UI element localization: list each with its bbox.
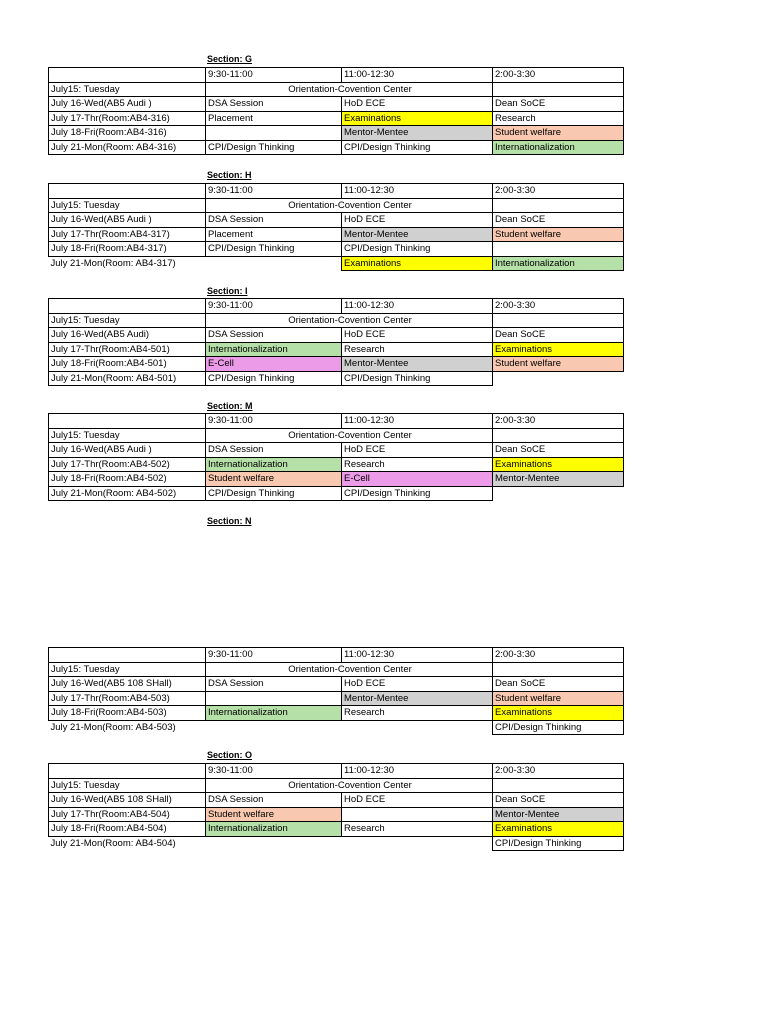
session-cell: Research: [342, 342, 493, 357]
session-cell: Research: [342, 706, 493, 721]
table-row: [49, 486, 624, 501]
table-row: [49, 822, 624, 837]
session-cell: Student welfare: [493, 357, 624, 372]
schedule-table: [48, 413, 624, 501]
header-cell: 2:00-3:30: [493, 68, 624, 83]
table-row: [49, 778, 624, 793]
session-cell: DSA Session: [206, 677, 342, 692]
session-cell: [206, 126, 342, 141]
table-row: [49, 213, 624, 228]
session-cell: CPI/Design Thinking: [206, 242, 342, 257]
orientation-cell: Orientation-Covention Center: [206, 82, 493, 97]
session-cell: DSA Session: [206, 328, 342, 343]
day-cell: July 18-Fri(Room:AB4-502): [49, 472, 206, 487]
day-cell: July 16-Wed(AB5 Audi ): [49, 213, 206, 228]
session-cell: Internationalization: [206, 342, 342, 357]
schedule-table: [48, 67, 624, 155]
session-cell: Internationalization: [206, 457, 342, 472]
header-cell: 2:00-3:30: [493, 299, 624, 314]
session-cell: CPI/Design Thinking: [342, 242, 493, 257]
day-cell: July 17-Thr(Room:AB4-501): [49, 342, 206, 357]
table-row: [49, 371, 624, 386]
table-row: [49, 256, 624, 271]
header-cell: 11:00-12:30: [342, 648, 493, 663]
day-cell: July 18-Fri(Room:AB4-503): [49, 706, 206, 721]
table-row: [49, 807, 624, 822]
table-header-row: [49, 414, 624, 429]
table-row: [49, 198, 624, 213]
section-title: Section: G: [207, 54, 253, 64]
table-row: [49, 720, 624, 735]
table-header-row: [49, 648, 624, 663]
header-cell: 2:00-3:30: [493, 184, 624, 199]
day-cell: July 17-Thr(Room:AB4-317): [49, 227, 206, 242]
session-cell: Examinations: [493, 457, 624, 472]
session-cell: HoD ECE: [342, 213, 493, 228]
table-row: [49, 97, 624, 112]
day-cell: July 21-Mon(Room: AB4-502): [49, 486, 206, 501]
section-title: Section: I: [207, 286, 248, 296]
header-cell: 9:30-11:00: [206, 184, 342, 199]
session-cell: [206, 720, 342, 735]
session-cell: Dean SoCE: [493, 677, 624, 692]
table-row: [49, 313, 624, 328]
header-cell: 11:00-12:30: [342, 184, 493, 199]
header-cell: 2:00-3:30: [493, 648, 624, 663]
header-cell: 11:00-12:30: [342, 414, 493, 429]
session-cell: E-Cell: [342, 472, 493, 487]
day-cell: July 16-Wed(AB5 Audi): [49, 328, 206, 343]
day-cell: July 18-Fri(Room:AB4-317): [49, 242, 206, 257]
session-cell: Dean SoCE: [493, 443, 624, 458]
table-row: [49, 140, 624, 155]
orientation-cell: Orientation-Covention Center: [206, 778, 493, 793]
header-cell: 9:30-11:00: [206, 299, 342, 314]
header-cell: 11:00-12:30: [342, 299, 493, 314]
session-cell: Research: [342, 822, 493, 837]
table-row: [49, 328, 624, 343]
session-cell: Research: [493, 111, 624, 126]
session-cell: [493, 198, 624, 213]
session-cell: Mentor-Mentee: [342, 357, 493, 372]
table-row: [49, 706, 624, 721]
table-row: [49, 443, 624, 458]
section-title: Section: H: [207, 170, 252, 180]
section-title: Section: M: [207, 401, 253, 411]
table-row: [49, 457, 624, 472]
session-cell: DSA Session: [206, 97, 342, 112]
session-cell: CPI/Design Thinking: [493, 720, 624, 735]
day-cell: July15: Tuesday: [49, 82, 206, 97]
table-row: [49, 836, 624, 851]
header-cell: [49, 764, 206, 779]
orientation-cell: Orientation-Covention Center: [206, 662, 493, 677]
header-cell: [49, 648, 206, 663]
day-cell: July 16-Wed(AB5 108 SHall): [49, 793, 206, 808]
session-cell: Dean SoCE: [493, 328, 624, 343]
session-cell: Internationalization: [493, 256, 624, 271]
table-row: [49, 82, 624, 97]
day-cell: July 18-Fri(Room:AB4-504): [49, 822, 206, 837]
orientation-cell: Orientation-Covention Center: [206, 313, 493, 328]
session-cell: [342, 836, 493, 851]
session-cell: [493, 662, 624, 677]
table-header-row: [49, 68, 624, 83]
day-cell: July 16-Wed(AB5 Audi ): [49, 97, 206, 112]
header-cell: 9:30-11:00: [206, 68, 342, 83]
table-row: [49, 793, 624, 808]
table-header-row: [49, 184, 624, 199]
session-cell: Examinations: [493, 342, 624, 357]
header-cell: [49, 414, 206, 429]
session-cell: [493, 242, 624, 257]
session-cell: Internationalization: [206, 822, 342, 837]
day-cell: July15: Tuesday: [49, 198, 206, 213]
session-cell: Dean SoCE: [493, 213, 624, 228]
session-cell: Internationalization: [206, 706, 342, 721]
session-cell: [206, 836, 342, 851]
day-cell: July 18-Fri(Room:AB4-501): [49, 357, 206, 372]
session-cell: Mentor-Mentee: [493, 807, 624, 822]
session-cell: HoD ECE: [342, 97, 493, 112]
table-row: [49, 691, 624, 706]
day-cell: July 17-Thr(Room:AB4-504): [49, 807, 206, 822]
session-cell: HoD ECE: [342, 677, 493, 692]
session-cell: CPI/Design Thinking: [342, 486, 493, 501]
session-cell: CPI/Design Thinking: [206, 140, 342, 155]
session-cell: Placement: [206, 111, 342, 126]
header-cell: 2:00-3:30: [493, 414, 624, 429]
section-title: Section: N: [207, 516, 252, 526]
table-row: [49, 662, 624, 677]
header-cell: 11:00-12:30: [342, 764, 493, 779]
session-cell: CPI/Design Thinking: [206, 371, 342, 386]
session-cell: HoD ECE: [342, 793, 493, 808]
day-cell: July15: Tuesday: [49, 778, 206, 793]
day-cell: July 16-Wed(AB5 108 SHall): [49, 677, 206, 692]
session-cell: DSA Session: [206, 793, 342, 808]
session-cell: Mentor-Mentee: [493, 472, 624, 487]
day-cell: July 21-Mon(Room: AB4-503): [50, 722, 176, 733]
session-cell: Mentor-Mentee: [342, 691, 493, 706]
orientation-cell: Orientation-Covention Center: [206, 428, 493, 443]
session-cell: [493, 428, 624, 443]
session-cell: Internationalization: [493, 140, 624, 155]
session-cell: Dean SoCE: [493, 97, 624, 112]
session-cell: HoD ECE: [342, 443, 493, 458]
day-cell: July15: Tuesday: [49, 313, 206, 328]
session-cell: DSA Session: [206, 443, 342, 458]
schedule-table: [48, 763, 624, 851]
session-cell: Examinations: [342, 256, 493, 271]
header-cell: 2:00-3:30: [493, 764, 624, 779]
day-cell: July 21-Mon(Room: AB4-317): [50, 258, 176, 269]
orientation-cell: Orientation-Covention Center: [206, 198, 493, 213]
session-cell: DSA Session: [206, 213, 342, 228]
session-cell: Examinations: [493, 706, 624, 721]
session-cell: Placement: [206, 227, 342, 242]
table-row: [49, 227, 624, 242]
session-cell: Student welfare: [206, 472, 342, 487]
table-row: [49, 342, 624, 357]
day-cell: July 21-Mon(Room: AB4-501): [49, 371, 206, 386]
session-cell: HoD ECE: [342, 328, 493, 343]
header-cell: [49, 184, 206, 199]
table-row: [49, 111, 624, 126]
day-cell: July 21-Mon(Room: AB4-316): [49, 140, 206, 155]
day-cell: July15: Tuesday: [49, 662, 206, 677]
session-cell: [493, 778, 624, 793]
header-cell: [49, 68, 206, 83]
table-row: [49, 677, 624, 692]
day-cell: July 16-Wed(AB5 Audi ): [49, 443, 206, 458]
header-cell: 9:30-11:00: [206, 648, 342, 663]
session-cell: E-Cell: [206, 357, 342, 372]
session-cell: Mentor-Mentee: [342, 227, 493, 242]
session-cell: Examinations: [342, 111, 493, 126]
day-cell: July15: Tuesday: [49, 428, 206, 443]
header-cell: 9:30-11:00: [206, 764, 342, 779]
session-cell: [493, 82, 624, 97]
header-cell: [49, 299, 206, 314]
session-cell: CPI/Design Thinking: [206, 486, 342, 501]
day-cell: July 17-Thr(Room:AB4-316): [49, 111, 206, 126]
session-cell: CPI/Design Thinking: [493, 836, 624, 851]
day-cell: July 17-Thr(Room:AB4-502): [49, 457, 206, 472]
session-cell: [493, 486, 624, 501]
session-cell: [206, 691, 342, 706]
session-cell: CPI/Design Thinking: [342, 140, 493, 155]
session-cell: [206, 256, 342, 271]
session-cell: Dean SoCE: [493, 793, 624, 808]
session-cell: Student welfare: [493, 126, 624, 141]
session-cell: Mentor-Mentee: [342, 126, 493, 141]
session-cell: [342, 720, 493, 735]
day-cell: July 18-Fri(Room:AB4-316): [49, 126, 206, 141]
session-cell: Research: [342, 457, 493, 472]
table-row: [49, 126, 624, 141]
section-title: Section: O: [207, 750, 253, 760]
session-cell: Student welfare: [493, 227, 624, 242]
session-cell: Examinations: [493, 822, 624, 837]
table-row: [49, 242, 624, 257]
table-header-row: [49, 764, 624, 779]
table-row: [49, 357, 624, 372]
session-cell: [493, 371, 624, 386]
table-header-row: [49, 299, 624, 314]
session-cell: [342, 807, 493, 822]
table-row: [49, 428, 624, 443]
header-cell: 9:30-11:00: [206, 414, 342, 429]
session-cell: CPI/Design Thinking: [342, 371, 493, 386]
header-cell: 11:00-12:30: [342, 68, 493, 83]
table-row: [49, 472, 624, 487]
schedule-table: [48, 183, 624, 271]
schedule-table: [48, 298, 624, 386]
day-cell: July 21-Mon(Room: AB4-504): [50, 838, 176, 849]
schedule-table: [48, 647, 624, 735]
session-cell: [493, 313, 624, 328]
session-cell: Student welfare: [493, 691, 624, 706]
day-cell: July 17-Thr(Room:AB4-503): [49, 691, 206, 706]
session-cell: Student welfare: [206, 807, 342, 822]
